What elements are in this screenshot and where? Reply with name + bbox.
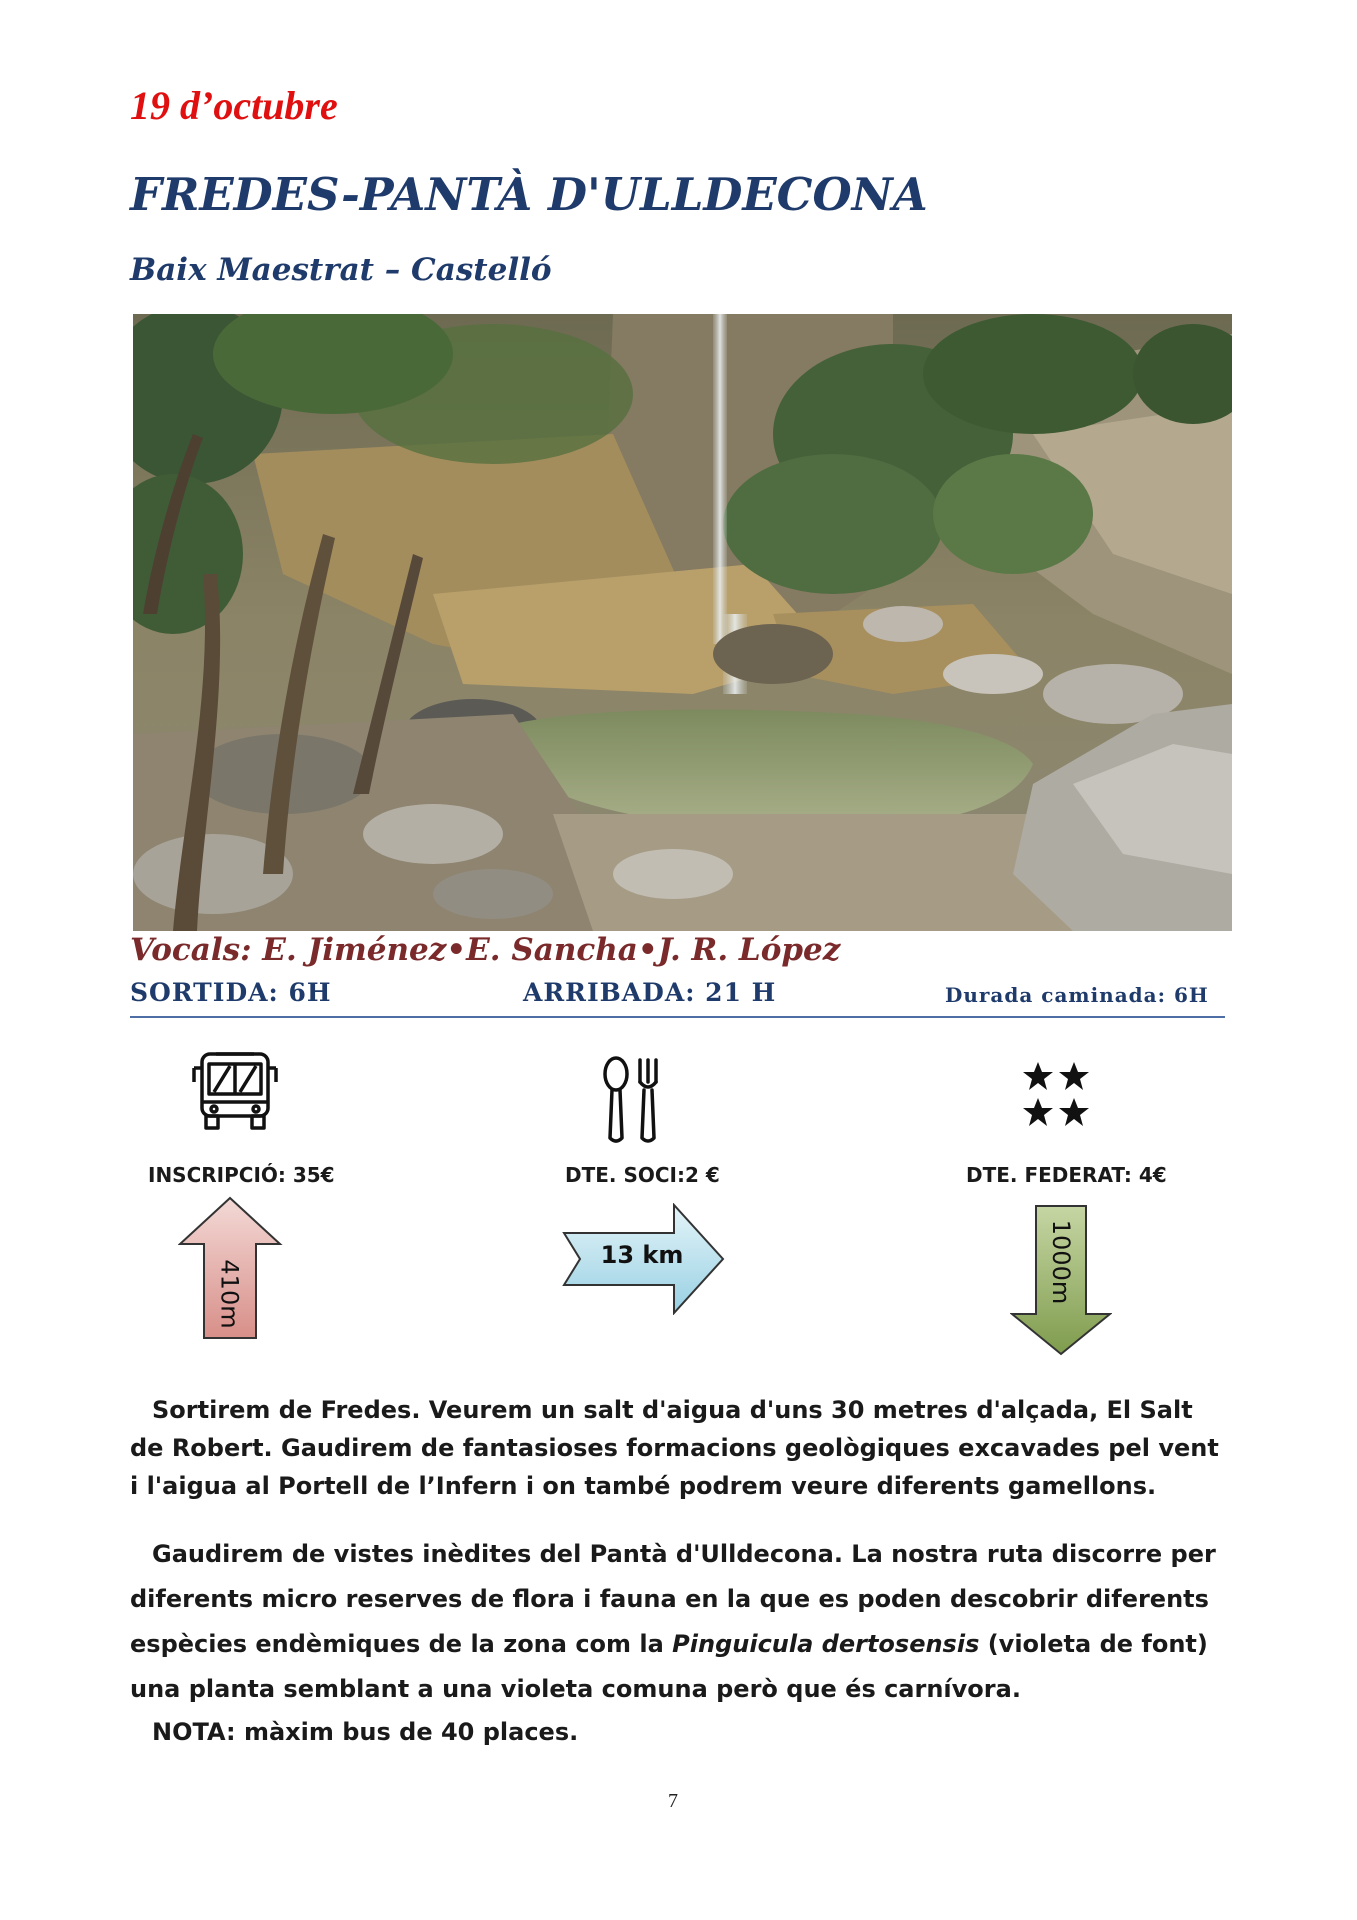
arrival-time: ARRIBADA: 21 H bbox=[523, 978, 777, 1007]
member-discount: DTE. SOCI:2 € bbox=[565, 1163, 720, 1187]
bus-note: NOTA: màxim bus de 40 places. bbox=[152, 1718, 579, 1746]
departure-time: SORTIDA: 6H bbox=[130, 978, 332, 1007]
distance-value: 13 km bbox=[600, 1241, 684, 1269]
stars-icon bbox=[1022, 1060, 1092, 1130]
divider bbox=[130, 1016, 1225, 1018]
descent-arrow bbox=[1010, 1204, 1112, 1356]
description-paragraph-2-text-end: (violeta de font) una planta semblant a una violeta comuna però que és carnívora. bbox=[130, 1630, 1208, 1703]
walk-duration: Durada caminada: 6H bbox=[945, 983, 1209, 1007]
ascent-value: 410m bbox=[216, 1259, 244, 1329]
page-title: FREDES-PANTÀ D'ULLDECONA bbox=[130, 168, 928, 221]
cutlery-icon bbox=[600, 1056, 665, 1146]
waterfall-photo bbox=[133, 314, 1232, 931]
description-paragraph-2-text: Gaudirem de vistes inèdites del Pantà d'Ulldecona. La nostra ruta discorre per diferents micro reserves de flora i fauna en la que es poden descobrir diferents espècies endèmiques de la zona com la bbox=[130, 1540, 1216, 1658]
region-subtitle: Baix Maestrat – Castelló bbox=[130, 252, 552, 288]
description-paragraph-2 bbox=[130, 1532, 1230, 1712]
bus-icon bbox=[190, 1048, 280, 1133]
description-paragraph-1: Sortirem de Fredes. Veurem un salt d'aigua d'uns 30 metres d'alçada, El Salt de Robert. Gaudirem de fantasioses formacions geològiques excavades pel vent i l'aigua al Portell de l’Infern i on també podrem veure diferents gamellons. bbox=[130, 1396, 1219, 1500]
guides-line: Vocals: E. Jiménez•E. Sancha•J. R. López bbox=[130, 932, 841, 968]
ascent-arrow bbox=[178, 1196, 283, 1341]
registration-price: INSCRIPCIÓ: 35€ bbox=[148, 1163, 335, 1187]
distance-arrow bbox=[562, 1203, 725, 1315]
federated-discount: DTE. FEDERAT: 4€ bbox=[966, 1163, 1167, 1187]
page-number: 7 bbox=[668, 1790, 678, 1812]
species-name: Pinguicula dertosensis bbox=[672, 1630, 980, 1658]
descent-value: 1000m bbox=[1047, 1219, 1075, 1305]
event-date: 19 d’octubre bbox=[130, 83, 338, 128]
